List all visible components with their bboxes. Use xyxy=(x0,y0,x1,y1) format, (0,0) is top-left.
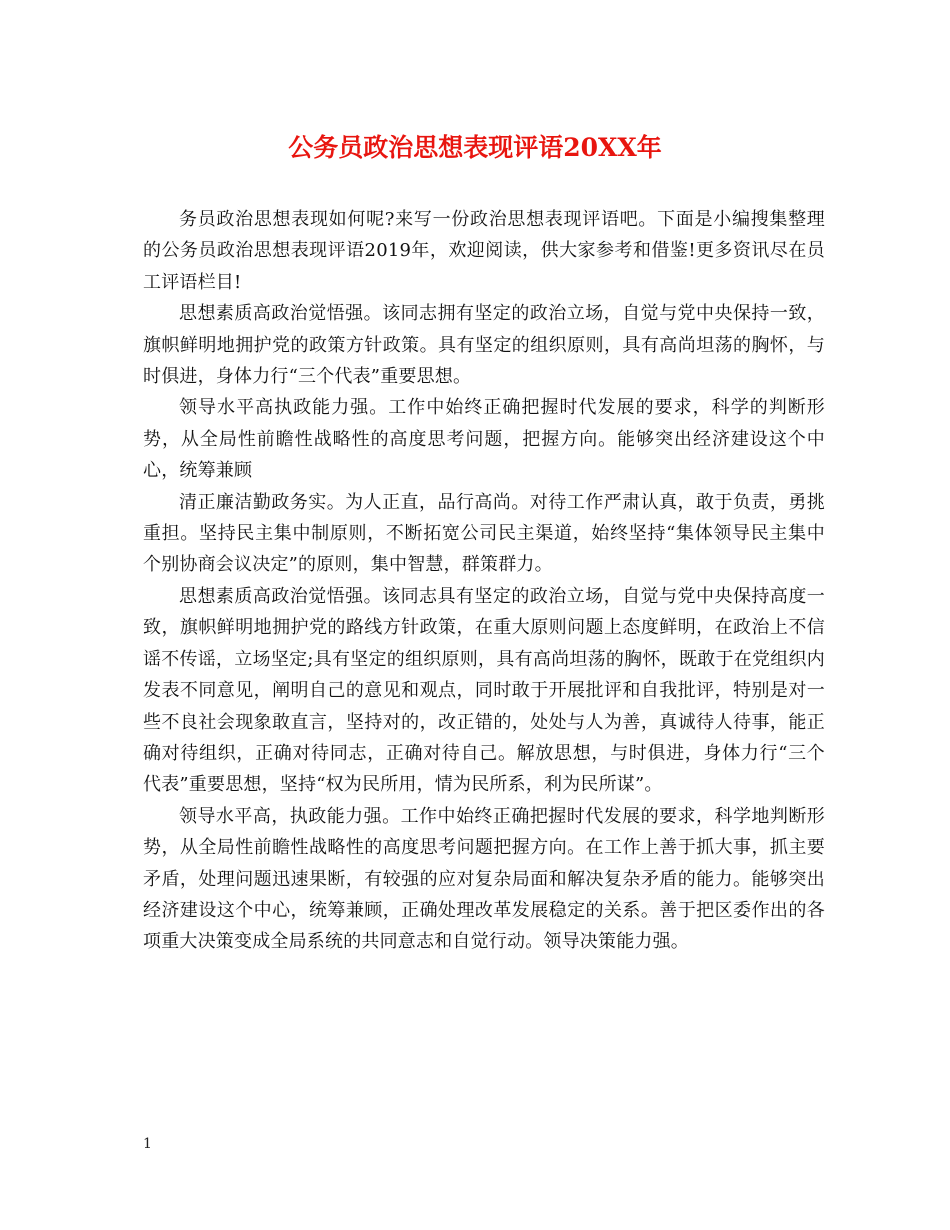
paragraph-integrity: 清正廉洁勤政务实。为人正直，品行高尚。对待工作严肃认真，敢于负责，勇挑重担。坚持民主集中制原则，不断拓宽公司民主渠道，始终坚持“集体领导民主集中个别协商会议决定”的原则，集中智慧，群策群力。 xyxy=(143,491,825,576)
document-title: 公务员政治思想表现评语20XX年 xyxy=(288,133,662,162)
paragraph-thought-quality-1: 思想素质高政治觉悟强。该同志拥有坚定的政治立场，自觉与党中央保持一致，旗帜鲜明地拥护党的政策方针政策。具有坚定的组织原则，具有高尚坦荡的胸怀，与时俱进，身体力行“三个代表”重要思想。 xyxy=(143,303,825,388)
paragraph-intro: 务员政治思想表现如何呢?来写一份政治思想表现评语吧。下面是小编搜集整理的公务员政治思想表现评语2019年，欢迎阅读，供大家参考和借鉴!更多资讯尽在员工评语栏目! xyxy=(143,209,825,293)
paragraph-leadership-1: 领导水平高执政能力强。工作中始终正确把握时代发展的要求，科学的判断形势，从全局性前瞻性战略性的高度思考问题，把握方向。能够突出经济建设这个中心，统筹兼顾 xyxy=(143,397,825,482)
page-number: 1 xyxy=(143,1136,152,1152)
document-body xyxy=(143,204,825,958)
paragraph-leadership-2: 领导水平高，执政能力强。工作中始终正确把握时代发展的要求，科学地判断形势，从全局性前瞻性战略性的高度思考问题把握方向。在工作上善于抓大事，抓主要矛盾，处理问题迅速果断，有较强的应对复杂局面和解决复杂矛盾的能力。能够突出经济建设这个中心，统筹兼顾，正确处理改革发展稳定的关系。善于把区委作出的各项重大决策变成全局系统的共同意志和自觉行动。领导决策能力强。 xyxy=(143,805,825,953)
paragraph-thought-quality-2: 思想素质高政治觉悟强。该同志具有坚定的政治立场，自觉与党中央保持高度一致，旗帜鲜明地拥护党的路线方针政策，在重大原则问题上态度鲜明，在政治上不信谣不传谣，立场坚定;具有坚定的组织原则，具有高尚坦荡的胸怀，既敢于在党组织内发表不同意见，阐明自己的意见和观点，同时敢于开展批评和自我批评，特别是对一些不良社会现象敢直言，坚持对的，改正错的，处处与人为善，真诚待人待事，能正确对待组织，正确对待同志，正确对待自己。解放思想，与时俱进，身体力行“三个代表”重要思想，坚持“权为民所用，情为民所系，利为民所谋”。 xyxy=(143,585,825,796)
